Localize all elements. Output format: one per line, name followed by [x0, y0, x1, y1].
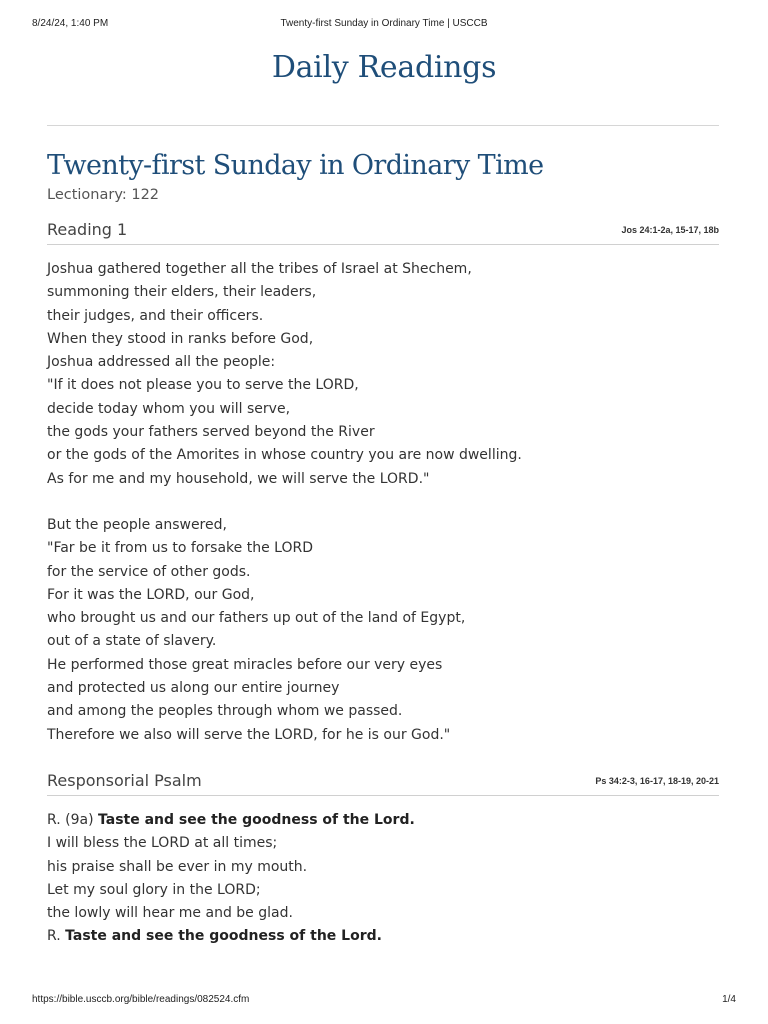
- reading-line: As for me and my household, we will serve the LORD.": [47, 470, 430, 487]
- response-text: Taste and see the goodness of the Lord.: [65, 928, 382, 945]
- reading-line: who brought us and our fathers up out of the land of Egypt,: [47, 610, 466, 627]
- response-text: Taste and see the goodness of the Lord.: [98, 811, 415, 828]
- psalm-title: Responsorial Psalm: [47, 770, 202, 790]
- reading-line: decide today whom you will serve,: [47, 400, 291, 417]
- reading-line: "Far be it from us to forsake the LORD: [47, 540, 313, 557]
- psalm-header: [47, 767, 719, 796]
- print-header: [32, 18, 736, 32]
- reading-1-reference-link[interactable]: Jos 24:1-2a, 15-17, 18b: [621, 225, 719, 235]
- reading-1-stanza: [47, 514, 719, 747]
- print-page-number: 1/4: [722, 994, 736, 1005]
- reading-line: the gods your fathers served beyond the River: [47, 424, 375, 441]
- reading-line: out of a state of slavery.: [47, 633, 217, 650]
- readings-content: [47, 148, 719, 949]
- psalm-line: his praise shall be ever in my mouth.: [47, 858, 308, 875]
- response-prefix: R. (9a): [47, 811, 98, 828]
- reading-line: summoning their elders, their leaders,: [47, 284, 317, 301]
- psalm-response: [47, 809, 719, 832]
- reading-line: For it was the LORD, our God,: [47, 586, 255, 603]
- site-title: Daily Readings: [271, 50, 497, 85]
- psalm-line: I will bless the LORD at all times;: [47, 835, 278, 852]
- page-title: Twenty-first Sunday in Ordinary Time: [47, 150, 544, 181]
- header-divider: [47, 125, 719, 126]
- reading-1-body: [47, 258, 719, 747]
- reading-line: He performed those great miracles before our very eyes: [47, 656, 443, 673]
- psalm-response: [47, 925, 719, 948]
- print-url: https://bible.usccb.org/bible/readings/082524.cfm: [32, 994, 250, 1005]
- psalm-body: [47, 809, 719, 949]
- response-prefix: R.: [47, 928, 66, 945]
- reading-line: Therefore we also will serve the LORD, for he is our God.": [47, 726, 451, 743]
- print-footer: [32, 994, 736, 1008]
- reading-1-section: [47, 216, 719, 747]
- reading-1-title: Reading 1: [47, 220, 128, 239]
- reading-line: Joshua addressed all the people:: [47, 354, 276, 371]
- psalm-reference-link[interactable]: Ps 34:2-3, 16-17, 18-19, 20-21: [595, 775, 719, 786]
- print-date: 8/24/24, 1:40 PM: [32, 18, 109, 29]
- print-page-title: Twenty-first Sunday in Ordinary Time | USCCB: [280, 18, 488, 29]
- reading-line: Joshua gathered together all the tribes of Israel at Shechem,: [47, 261, 472, 277]
- reading-line: But the people answered,: [47, 516, 227, 533]
- reading-line: "If it does not please you to serve the LORD,: [47, 377, 359, 394]
- responsorial-psalm-section: [47, 767, 719, 949]
- reading-line: or the gods of the Amorites in whose country you are now dwelling.: [47, 447, 522, 464]
- psalm-line: Let my soul glory in the LORD;: [47, 881, 261, 898]
- reading-1-header: [47, 216, 719, 245]
- reading-line: and protected us along our entire journey: [47, 680, 340, 697]
- reading-line: and among the peoples through whom we passed.: [47, 703, 403, 720]
- reading-line: their judges, and their officers.: [47, 307, 264, 324]
- reading-line: for the service of other gods.: [47, 563, 251, 580]
- reading-1-stanza: [47, 258, 719, 491]
- psalm-line: the lowly will hear me and be glad.: [47, 905, 293, 922]
- reading-line: When they stood in ranks before God,: [47, 330, 314, 347]
- lectionary-number: Lectionary: 122: [47, 187, 160, 203]
